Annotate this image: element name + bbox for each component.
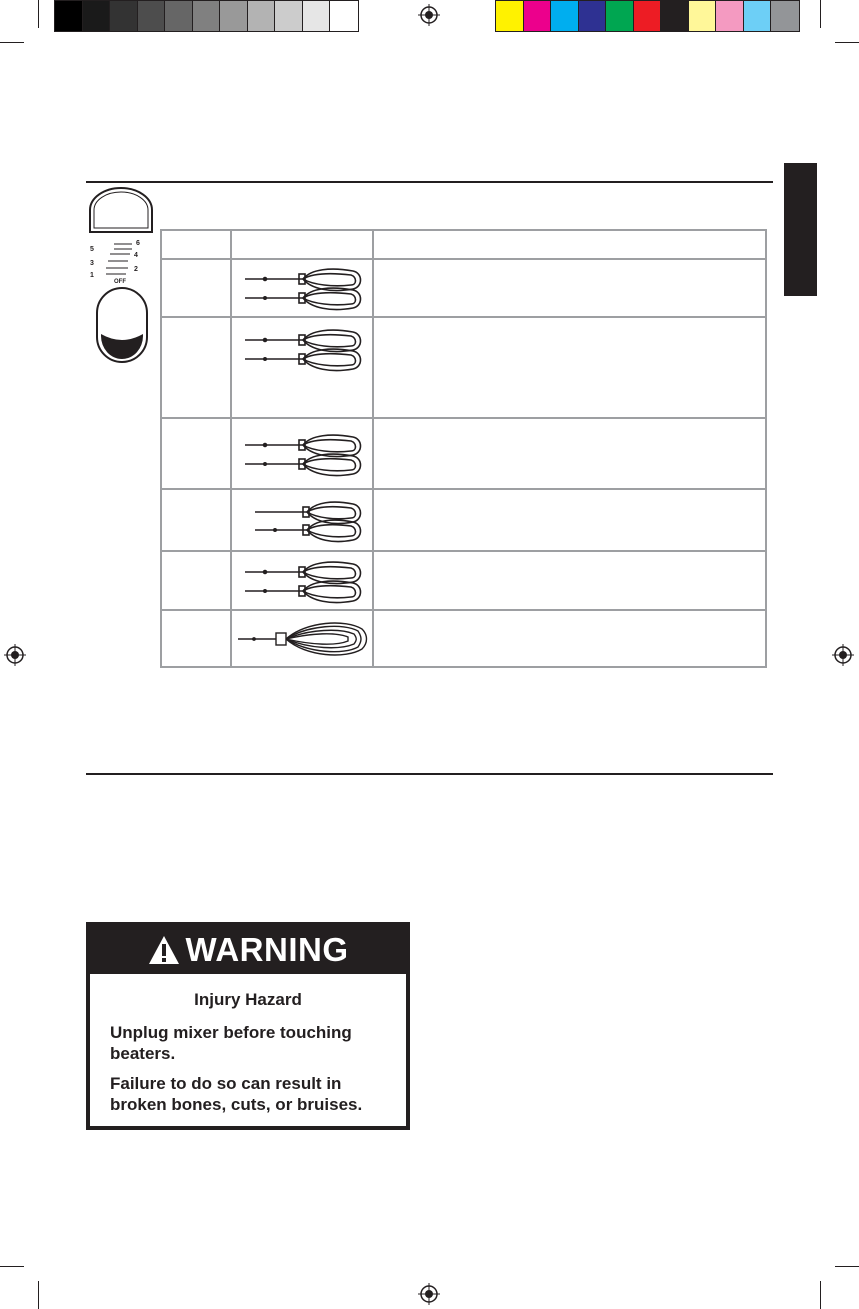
process-color-swatch [634, 1, 662, 31]
table-row [162, 260, 765, 318]
grayscale-swatch [275, 1, 303, 31]
crop-mark [38, 0, 39, 28]
warning-title: WARNING [185, 931, 349, 968]
grayscale-swatch [55, 1, 83, 31]
registration-mark-icon [832, 644, 854, 666]
speed-mark-label: 6 [136, 240, 140, 247]
grayscale-swatch [193, 1, 221, 31]
table-row [162, 419, 765, 490]
warning-triangle-icon [148, 935, 180, 965]
speed-mark-label: 5 [90, 246, 94, 253]
speed-mark-label: 1 [90, 272, 94, 279]
speed-guide-table [160, 229, 767, 668]
crop-mark [38, 1281, 39, 1309]
process-color-swatch [524, 1, 552, 31]
beaters-icon [232, 552, 372, 609]
speed-mark-label: 3 [90, 260, 94, 267]
grayscale-swatch [83, 1, 111, 31]
warning-instruction: Unplug mixer before touching beaters. [110, 1023, 352, 1063]
process-color-swatch [716, 1, 744, 31]
off-label: OFF [114, 279, 126, 285]
grayscale-swatch [330, 1, 358, 31]
table-row [162, 552, 765, 611]
warning-header [90, 926, 406, 974]
crop-mark [820, 0, 821, 28]
grayscale-swatch [138, 1, 166, 31]
table-header-cell [162, 231, 230, 258]
section-divider [86, 773, 773, 775]
speed-mark-label: 2 [134, 266, 138, 273]
registration-mark-icon [418, 4, 440, 26]
grayscale-swatch [248, 1, 276, 31]
grayscale-color-bar [54, 0, 359, 32]
table-header-cell [374, 231, 764, 258]
grayscale-swatch [220, 1, 248, 31]
beaters-icon [232, 260, 372, 316]
language-side-tab [784, 163, 817, 296]
crop-mark [0, 1266, 24, 1267]
grayscale-swatch [110, 1, 138, 31]
crop-mark [0, 42, 24, 43]
warning-consequence: Failure to do so can result in broken bones, cuts, or bruises. [110, 1074, 363, 1114]
table-header-row [162, 231, 765, 260]
whisk-icon [232, 611, 372, 666]
grayscale-swatch [165, 1, 193, 31]
warning-box [86, 922, 410, 1130]
warning-subtitle: Injury Hazard [194, 990, 302, 1009]
beaters-icon [232, 419, 372, 488]
table-row [162, 611, 765, 666]
crop-mark [835, 42, 859, 43]
beaters-icon [232, 490, 372, 550]
process-color-swatch [661, 1, 689, 31]
process-color-swatch [551, 1, 579, 31]
section-divider [86, 181, 773, 183]
process-color-swatch [606, 1, 634, 31]
table-row [162, 318, 765, 419]
crop-mark [820, 1281, 821, 1309]
grayscale-swatch [303, 1, 331, 31]
process-color-swatch [496, 1, 524, 31]
process-color-swatch [579, 1, 607, 31]
speed-mark-label: 4 [134, 252, 138, 259]
process-color-bar [495, 0, 800, 32]
table-header-cell [232, 231, 372, 258]
registration-mark-icon [4, 644, 26, 666]
process-color-swatch [689, 1, 717, 31]
crop-mark [835, 1266, 859, 1267]
registration-mark-icon [418, 1283, 440, 1305]
process-color-swatch [744, 1, 772, 31]
process-color-swatch [771, 1, 799, 31]
beaters-icon [232, 318, 372, 417]
table-row [162, 490, 765, 552]
speed-control-illustration [86, 186, 156, 366]
